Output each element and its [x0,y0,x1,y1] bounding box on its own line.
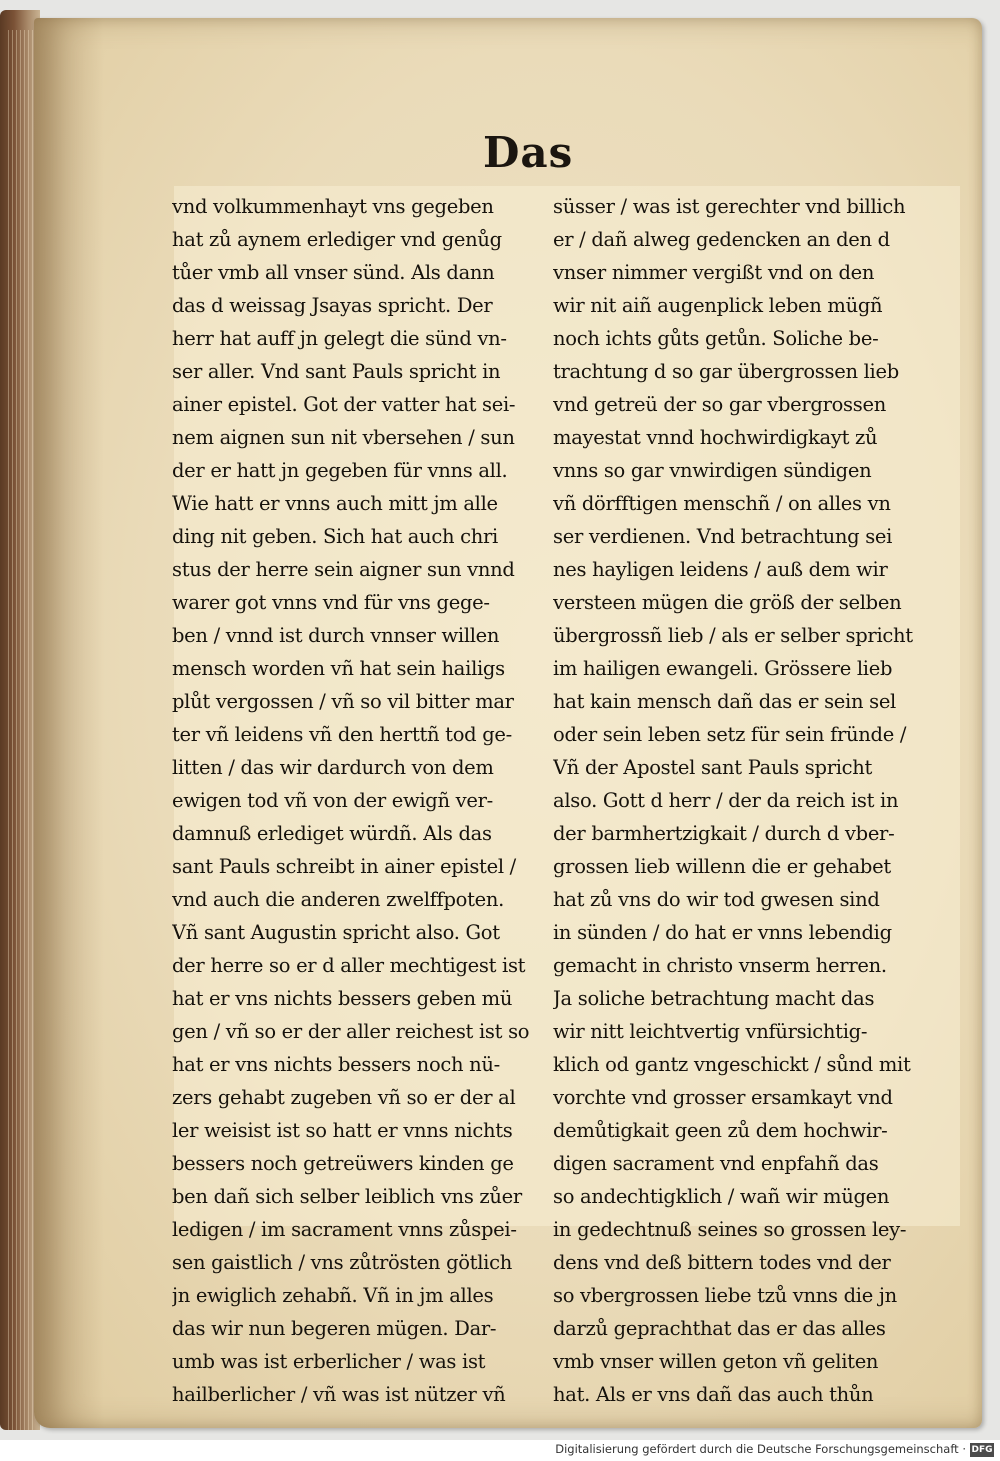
text-line: versteen mügen die größ der selben [553,591,902,614]
text-line: umb was ist erberlicher / was ist [172,1350,486,1373]
text-line: vnser nimmer vergißt vnd on den [553,261,875,284]
text-line: das wir nun begeren mügen. Dar- [172,1317,497,1340]
text-line: trachtung d so gar übergrossen lieb [553,360,899,383]
text-line: litten / das wir dardurch von dem [172,756,494,779]
text-line: ledigen / im sacrament vnns zůspei- [172,1218,517,1241]
text-line: tůer vmb all vnser sünd. Als dann [172,261,495,284]
text-line: vorchte vnd grosser ersamkayt vnd [553,1086,893,1109]
text-line: ding nit geben. Sich hat auch chri [172,525,498,548]
text-line: damnuß erlediget würdñ. Als das [172,822,492,845]
text-line: ter vñ leidens vñ den herttñ tod ge- [172,723,512,746]
text-line: Ja soliche betrachtung macht das [553,987,875,1010]
text-line: noch ichts gůts getůn. Soliche be- [553,327,879,350]
text-line: jn ewiglich zehabñ. Vñ in jm alles [172,1284,494,1307]
text-line: mensch worden vñ hat sein hailigs [172,657,505,680]
text-line: das d weissag Jsayas spricht. Der [172,294,493,317]
text-line: sant Pauls schreibt in ainer epistel / [172,855,516,878]
text-line: mayestat vnnd hochwirdigkayt zů [553,426,878,449]
text-line: in gedechtnuß seines so grossen ley- [553,1218,907,1241]
text-line: hat zů aynem erlediger vnd genůg [172,228,502,251]
text-line: grossen lieb willenn die er gehabet [553,855,891,878]
text-line: vnd auch die anderen zwelffpoten. [172,888,505,911]
text-line: nem aignen sun nit vbersehen / sun [172,426,515,449]
text-line: der er hatt jn gegeben für vnns all. [172,459,508,482]
text-line: demůtigkait geen zů dem hochwir- [553,1119,888,1142]
text-line: übergrossñ lieb / als er selber spricht [553,624,913,647]
gutter-shadow [34,18,104,1428]
text-line: nes hayligen leidens / auß dem wir [553,558,888,581]
text-line: stus der herre sein aigner sun vnnd [172,558,515,581]
text-line: ler weisist ist so hatt er vnns nichts [172,1119,513,1142]
text-line: ben / vnnd ist durch vnnser willen [172,624,500,647]
text-line: im hailigen ewangeli. Grössere lieb [553,657,893,680]
text-line: ser aller. Vnd sant Pauls spricht in [172,360,501,383]
text-line: warer got vnns vnd für vns gege- [172,591,490,614]
text-line: süsser / was ist gerechter vnd billich [553,195,906,218]
text-line: hat. Als er vns dañ das auch thůn [553,1383,874,1406]
text-line: der barmhertzigkait / durch d vber- [553,822,895,845]
text-line: Wie hatt er vnns auch mitt jm alle [172,492,498,515]
page-edges [8,30,34,1430]
dfg-logo: DFG [971,1445,993,1455]
text-line: der herre so er d aller mechtigest ist [172,954,526,977]
text-line: Vñ sant Augustin spricht also. Got [172,921,500,944]
text-line: oder sein leben setz für sein fründe / [553,723,907,746]
running-head: Das [483,128,574,177]
text-line: vnd volkummenhayt vns gegeben [172,195,494,218]
text-line: gen / vñ so er der aller reichest ist so [172,1020,530,1043]
text-line: so andechtigklich / wañ wir mügen [553,1185,890,1208]
text-line: in sünden / do hat er vnns lebendig [553,921,892,944]
footer-bar [0,1440,1000,1461]
text-line: hat er vns nichts bessers geben mü [172,987,513,1010]
text-line: dens vnd deß bittern todes vnd der [553,1251,891,1274]
text-line: klich od gantz vngeschickt / sůnd mit [553,1053,911,1076]
text-line: also. Gott d herr / der da reich ist in [553,789,899,812]
text-line: vnns so gar vnwirdigen sündigen [553,459,872,482]
text-line: zers gehabt zugeben vñ so er der al [172,1086,516,1109]
text-line: hailberlicher / vñ was ist nützer vñ [172,1383,506,1406]
text-line: vñ dörfftigen menschñ / on alles vn [553,492,891,515]
text-line: herr hat auff jn gelegt die sünd vn- [172,327,507,350]
text-line: vmb vnser willen geton vñ geliten [553,1350,879,1373]
text-line: hat kain mensch dañ das er sein sel [553,690,896,713]
text-line: ewigen tod vñ von der ewigñ ver- [172,789,493,812]
text-line: digen sacrament vnd enpfahñ das [553,1152,879,1175]
text-line: sen gaistlich / vns zůtrösten götlich [172,1251,512,1274]
text-line: so vbergrossen liebe tzů vnns die jn [553,1284,897,1307]
text-line: ser verdienen. Vnd betrachtung sei [553,525,893,548]
text-line: wir nitt leichtvertig vnfürsichtig- [553,1020,868,1043]
left-column [172,190,572,1411]
text-line: vnd getreü der so gar vbergrossen [553,393,886,416]
text-line: plůt vergossen / vñ so vil bitter mar [172,690,514,713]
text-line: wir nit aiñ augenplick leben mügñ [553,294,883,317]
text-line: hat zů vns do wir tod gwesen sind [553,888,880,911]
text-line: hat er vns nichts bessers noch nü- [172,1053,500,1076]
text-line: er / dañ alweg gedencken an den d [553,228,890,251]
text-line: bessers noch getreüwers kinden ge [172,1152,514,1175]
text-line: gemacht in christo vnserm herren. [553,954,887,977]
text-line: darzů geprachthat das er das alles [553,1317,886,1340]
text-line: ainer epistel. Got der vatter hat sei- [172,393,516,416]
right-column [553,190,967,1411]
footer-credit: Digitalisierung gefördert durch die Deutsche Forschungsgemeinschaft · [555,1442,966,1456]
text-line: Vñ der Apostel sant Pauls spricht [553,756,873,779]
text-line: ben dañ sich selber leiblich vns zůer [172,1185,522,1208]
